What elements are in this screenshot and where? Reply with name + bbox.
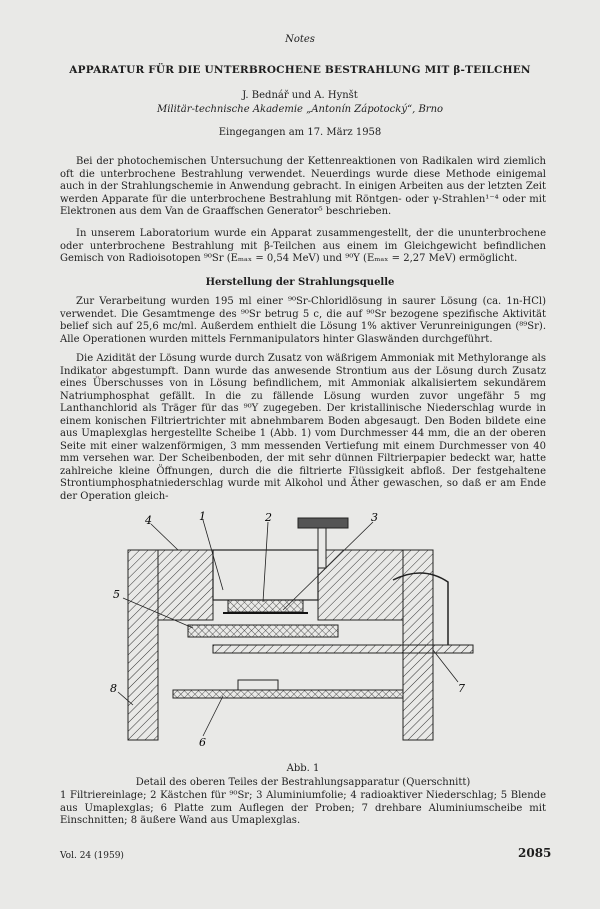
body-paragraph-1 <box>60 296 546 346</box>
label-3: 3 <box>371 511 378 524</box>
knob <box>298 518 348 528</box>
label-6: 6 <box>199 736 206 749</box>
shaft <box>318 528 326 568</box>
top-block-right <box>318 550 403 620</box>
intro-paragraph-1 <box>60 156 546 219</box>
section-label: Notes <box>285 34 315 45</box>
page-number: 2085 <box>518 846 552 860</box>
section-heading: Herstellung der Strahlungsquelle <box>205 277 395 288</box>
outer-wall-left <box>128 550 158 740</box>
figure-cross-section <box>103 510 503 760</box>
label-5: 5 <box>113 588 120 601</box>
intro-paragraph-2 <box>60 228 546 266</box>
leader-line <box>151 524 178 550</box>
figure-caption-title: Abb. 1 <box>286 763 320 774</box>
label-2: 2 <box>265 511 272 524</box>
article-title: APPARATUR FÜR DIE UNTERBROCHENE BESTRAHLUNG MIT β-TEILCHEN <box>69 64 531 76</box>
received-date: Eingegangen am 17. März 1958 <box>218 127 382 138</box>
paragraph: Die Azidität der Lösung wurde durch Zusatz von wäßrigem Ammoniak mit Methylorange als Indikator abgestumpft. Dann wurde das anwesende Strontium aus der Lösung durch Zusatz eines Überschusses von in Lösung befindlichem, mit Ammoniak alkalisiertem sekundärem Natriumphosphat gefällt. In die zu fällende Lösung wurden zuvor ungefähr 5 mg Lanthanchlorid als Träger für das ⁹⁰Y zugegeben. Der kristallinische Niederschlag wurde in einem konischen Filtriertrichter mit abnehmbarem Boden abgesaugt. Den Boden bildete eine aus Umaplexglas hergestellte Scheibe 1 (Abb. 1) vom Durchmesser 44 mm, die an der oberen Seite mit einer walzenförmigen, 3 mm messenden Vertiefung mit einem Durchmesser von 40 mm versehen war. Der Scheibenboden, der mit sehr dünnen Filtrierpapier bedeckt war, hatte zahlreiche kleine Öffnungen, durch die die filtrierte Flüssigkeit abfloß. Der festgehaltene Strontiumphosphatniederschlag wurde mit Alkohol und Äther gewaschen, so daß er am Ende der Operation gleich- <box>60 353 546 502</box>
leader-line <box>433 650 458 682</box>
leader-line <box>203 696 223 736</box>
affiliation: Militär-technische Akademie „Antonín Zápotocký“, Brno <box>156 104 444 115</box>
sample-plate <box>173 690 403 698</box>
figure-legend: 1 Filtriereinlage; 2 Kästchen für ⁹⁰Sr; 3 Aluminiumfolie; 4 radioaktiver Niederschlag; 5 Blende aus Umaplexglas; 6 Platte zum Auflegen der Proben; 7 drehbare Aluminiumscheibe mit Einschnitten; 8 äußere Wand aus Umaplexglas. <box>60 790 546 826</box>
label-8: 8 <box>110 682 117 695</box>
paragraph: Bei der photochemischen Untersuchung der Kettenreaktionen von Radikalen wird ziemlich oft die unterbrochene Bestrahlung verwendet. Neuerdings wurde diese Methode einigemal auch in der Strahlungschemie in Anwendung gebracht. In einigen Arbeiten aus der letzten Zeit werden Apparate für die unterbrochene Bestrahlung mit Röntgen- oder γ-Strahlen¹⁻⁴ oder mit Elektronen aus dem Van de Graaffschen Generator⁵ beschrieben. <box>60 156 546 217</box>
label-4: 4 <box>145 514 152 527</box>
top-block-left <box>158 550 213 620</box>
diaphragm <box>188 625 338 637</box>
sample <box>238 680 278 690</box>
label-7: 7 <box>458 682 465 695</box>
figure-caption-subtitle: Detail des oberen Teiles der Bestrahlungsapparatur (Querschnitt) <box>135 777 471 788</box>
label-1: 1 <box>199 510 206 523</box>
apparatus-diagram <box>103 510 503 760</box>
volume-info: Vol. 24 (1959) <box>60 851 124 861</box>
paragraph: In unserem Laboratorium wurde ein Apparat zusammengestellt, der die ununterbrochene oder unterbrochene Bestrahlung mit β-Teilchen aus einem im Gleichgewicht befindlichen Gemisch von Radioisotopen ⁹⁰Sr (Eₘₐₓ = 0,54 MeV) und ⁹⁰Y (Eₘₐₓ = 2,27 MeV) ermöglicht. <box>60 228 546 264</box>
paragraph: Zur Verarbeitung wurden 195 ml einer ⁹⁰Sr-Chloridlösung in saurer Lösung (ca. 1n-HCl) verwendet. Die Gesamtmenge des ⁹⁰Sr betrug 5 c, die auf ⁹⁰Sr bezogene spezifische Aktivität belief sich auf 25,6 mc/ml. Außerdem enthielt die Lösung 1% aktiver Verunreinigungen (⁸⁹Sr). Alle Operationen wurden mittels Fernmanipulators hinter Glaswänden durchgeführt. <box>60 296 546 345</box>
body-paragraph-2 <box>60 353 546 503</box>
authors: J. Bednář und A. Hynšt <box>242 90 358 101</box>
